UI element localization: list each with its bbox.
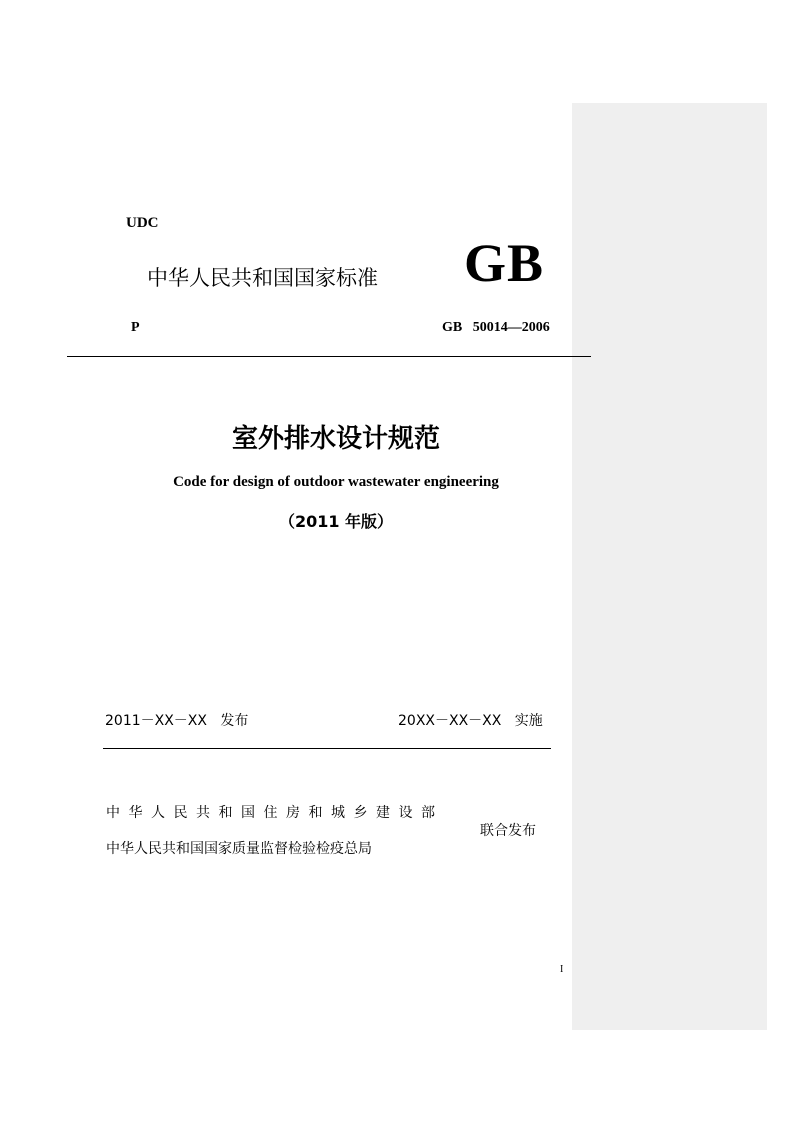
udc-label: UDC bbox=[126, 215, 159, 231]
effective-date: 20XX－XX－XX 实施 bbox=[398, 713, 543, 729]
publisher-ministry: 中华人民共和国住房和城乡建设部 bbox=[106, 805, 444, 821]
edition-label: （2011 年版） bbox=[278, 512, 394, 531]
header-divider bbox=[67, 356, 591, 357]
document-title-english: Code for design of outdoor wastewater engineering bbox=[173, 474, 499, 490]
standard-type-title: 中华人民共和国国家标准 bbox=[147, 266, 378, 290]
comment-margin-panel bbox=[572, 103, 767, 1030]
gb-logo-mark: GB bbox=[464, 233, 545, 293]
document-title-chinese: 室外排水设计规范 bbox=[231, 424, 440, 454]
dates-divider bbox=[103, 748, 551, 749]
standard-number: GB 50014—2006 bbox=[442, 320, 550, 335]
joint-publication-label: 联合发布 bbox=[480, 823, 536, 839]
page-number: I bbox=[560, 964, 564, 975]
classification-code: P bbox=[131, 320, 140, 335]
issue-date: 2011－XX－XX 发布 bbox=[105, 713, 249, 729]
publisher-administration: 中华人民共和国国家质量监督检验检疫总局 bbox=[106, 841, 372, 857]
